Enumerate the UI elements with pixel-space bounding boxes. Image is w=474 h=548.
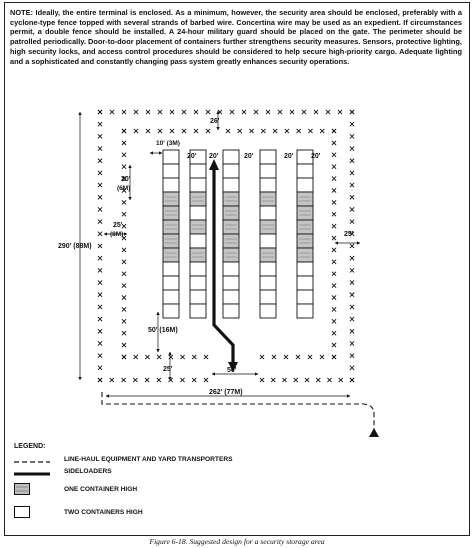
note-lead: NOTE: xyxy=(10,8,33,17)
fence-x-mark xyxy=(122,331,126,335)
container-one-high xyxy=(297,206,313,220)
fence-x-mark xyxy=(332,224,336,228)
container-one-high xyxy=(297,192,313,206)
container-two-high xyxy=(223,164,239,178)
line-haul-arrow xyxy=(369,428,379,437)
fence-x-mark xyxy=(157,378,161,382)
legend-label-two-high: TWO CONTAINERS HIGH xyxy=(64,509,143,516)
fence-x-mark xyxy=(305,378,309,382)
container-two-high xyxy=(190,290,206,304)
fence-x-mark xyxy=(350,110,354,114)
fence-x-mark xyxy=(350,122,354,126)
fence-x-mark xyxy=(122,248,126,252)
fence-x-mark xyxy=(134,110,138,114)
fence-x-mark xyxy=(271,378,275,382)
fence-x-mark xyxy=(350,366,354,370)
container-two-high xyxy=(190,304,206,318)
fence-x-mark xyxy=(350,341,354,345)
fence-x-mark xyxy=(98,244,102,248)
container-two-high xyxy=(297,304,313,318)
fence-x-mark xyxy=(296,355,300,359)
fence-x-mark xyxy=(332,272,336,276)
fence-x-mark xyxy=(98,159,102,163)
fence-x-mark xyxy=(146,110,150,114)
fence-x-mark xyxy=(180,355,184,359)
container-one-high xyxy=(297,234,313,248)
container-one-high xyxy=(163,248,179,262)
container-two-high xyxy=(223,262,239,276)
fence-x-mark xyxy=(332,141,336,145)
dim-gate-50: 50' xyxy=(227,367,237,374)
fence-x-mark xyxy=(254,110,258,114)
fence-x-mark xyxy=(145,355,149,359)
fence-x-mark xyxy=(350,329,354,333)
fence-x-mark xyxy=(332,295,336,299)
dim-gap-20-3: 20' xyxy=(244,153,254,160)
container-one-high xyxy=(223,248,239,262)
fence-x-mark xyxy=(338,110,342,114)
fence-x-mark xyxy=(169,378,173,382)
fence-x-mark xyxy=(314,110,318,114)
fence-x-mark xyxy=(332,260,336,264)
legend-item-one-high xyxy=(14,483,434,495)
dim-aisle-50: 50' (16M) xyxy=(148,327,178,334)
fence-x-mark xyxy=(320,355,324,359)
container-two-high xyxy=(260,276,276,290)
container-two-high xyxy=(260,150,276,164)
fence-x-mark xyxy=(122,129,126,133)
dim-gap-20-5: 20' xyxy=(311,153,321,160)
container-two-high xyxy=(260,262,276,276)
fence-x-mark xyxy=(133,378,137,382)
fence-x-mark xyxy=(339,378,343,382)
container-two-high xyxy=(260,304,276,318)
fence-x-mark xyxy=(332,355,336,359)
container-two-high xyxy=(260,206,276,220)
container-two-high xyxy=(163,164,179,178)
fence-x-mark xyxy=(122,260,126,264)
container-two-high xyxy=(190,276,206,290)
dim-width-total: 262' (77M) xyxy=(209,389,243,396)
fence-x-mark xyxy=(297,129,301,133)
fence-x-mark xyxy=(98,134,102,138)
fence-x-mark xyxy=(350,354,354,358)
container-two-high xyxy=(297,276,313,290)
container-two-high xyxy=(190,206,206,220)
fence-x-mark xyxy=(350,146,354,150)
fence-x-mark xyxy=(350,293,354,297)
container-one-high xyxy=(190,220,206,234)
fence-x-mark xyxy=(332,153,336,157)
container-two-high xyxy=(223,304,239,318)
fence-x-mark xyxy=(122,319,126,323)
fence-x-mark xyxy=(266,110,270,114)
fence-x-mark xyxy=(98,232,102,236)
fence-x-mark xyxy=(350,378,354,382)
fence-x-mark xyxy=(308,129,312,133)
fence-x-mark xyxy=(146,129,150,133)
dim-left-20-a: 20' xyxy=(121,176,131,183)
fence-x-mark xyxy=(238,129,242,133)
fence-x-mark xyxy=(122,343,126,347)
container-two-high xyxy=(190,234,206,248)
fence-x-mark xyxy=(350,256,354,260)
container-one-high xyxy=(223,206,239,220)
fence-x-mark xyxy=(332,307,336,311)
container-two-high xyxy=(297,164,313,178)
fence-x-mark xyxy=(98,317,102,321)
container-one-high xyxy=(190,248,206,262)
fence-x-mark xyxy=(145,378,149,382)
fence-x-mark xyxy=(218,110,222,114)
fence-x-mark xyxy=(98,268,102,272)
container-one-high xyxy=(163,234,179,248)
container-one-high xyxy=(260,248,276,262)
fence-x-mark xyxy=(350,220,354,224)
container-one-high xyxy=(223,192,239,206)
fence-x-mark xyxy=(260,378,264,382)
fence-x-mark xyxy=(98,293,102,297)
fence-x-mark xyxy=(332,212,336,216)
container-two-high xyxy=(190,164,206,178)
container-one-high xyxy=(223,234,239,248)
legend-label-line-haul: LINE-HAUL EQUIPMENT AND YARD TRANSPORTERS xyxy=(64,456,233,463)
fence-x-mark xyxy=(350,244,354,248)
dim-gap-20-4: 20' xyxy=(284,153,294,160)
fence-x-mark xyxy=(332,188,336,192)
fence-x-mark xyxy=(122,165,126,169)
legend-label-one-high: ONE CONTAINER HIGH xyxy=(64,486,138,493)
fence-x-mark xyxy=(350,280,354,284)
dim-bottom-25: 25' xyxy=(163,366,173,373)
fence-x-mark xyxy=(122,272,126,276)
fence-x-mark xyxy=(332,129,336,133)
container-two-high xyxy=(223,276,239,290)
dim-left-20-b: (6M) xyxy=(117,185,131,192)
fence-x-mark xyxy=(350,207,354,211)
dim-height-total: 290' (88M) xyxy=(58,243,92,250)
fence-x-mark xyxy=(350,171,354,175)
fence-x-mark xyxy=(122,284,126,288)
fence-x-mark xyxy=(206,129,210,133)
fence-x-mark xyxy=(121,378,125,382)
fence-x-mark xyxy=(206,110,210,114)
fence-x-mark xyxy=(285,129,289,133)
legend-item-two-high xyxy=(14,506,434,518)
fence-x-mark xyxy=(350,195,354,199)
dim-left-25-b: (8M) xyxy=(110,231,124,238)
container-two-high xyxy=(190,178,206,192)
container-two-high xyxy=(260,234,276,248)
dim-right-25: 25' xyxy=(344,231,354,238)
fence-x-mark xyxy=(170,129,174,133)
fence-x-mark xyxy=(350,317,354,321)
fence-x-mark xyxy=(230,110,234,114)
fence-x-mark xyxy=(98,122,102,126)
container-two-high xyxy=(163,290,179,304)
fence-x-mark xyxy=(98,110,102,114)
fence-x-mark xyxy=(158,129,162,133)
fence-x-mark xyxy=(332,248,336,252)
sideloader-arrow-top xyxy=(209,159,219,170)
fence-x-mark xyxy=(134,355,138,359)
fence-x-mark xyxy=(332,343,336,347)
line-haul-route xyxy=(102,392,374,430)
container-two-high xyxy=(223,150,239,164)
container-two-high xyxy=(260,164,276,178)
legend-item-line-haul xyxy=(14,454,434,466)
container-one-high xyxy=(163,220,179,234)
container-two-high xyxy=(297,262,313,276)
fence-x-mark xyxy=(98,183,102,187)
container-stacks xyxy=(163,150,313,318)
container-two-high xyxy=(223,290,239,304)
legend-item-sideloaders xyxy=(14,466,434,478)
fence-x-mark xyxy=(122,110,126,114)
container-two-high xyxy=(297,178,313,192)
fence-x-mark xyxy=(350,268,354,272)
fence-x-mark xyxy=(192,378,196,382)
fence-x-mark xyxy=(332,165,336,169)
fence-x-mark xyxy=(98,195,102,199)
fence-x-mark xyxy=(122,307,126,311)
fence-x-mark xyxy=(294,378,298,382)
heavy-line-symbol xyxy=(14,468,50,478)
fence-x-mark xyxy=(169,355,173,359)
container-two-high xyxy=(297,290,313,304)
fence-x-mark xyxy=(98,341,102,345)
fence-x-mark xyxy=(332,284,336,288)
fence-x-mark xyxy=(122,224,126,228)
fence-x-mark xyxy=(98,146,102,150)
fence-x-mark xyxy=(332,236,336,240)
fence-x-mark xyxy=(320,129,324,133)
shaded-box-symbol xyxy=(14,483,50,495)
dim-left-25-a: 25' xyxy=(113,222,123,229)
dim-gap-20-1: 20' xyxy=(187,153,197,160)
fence-x-mark xyxy=(122,212,126,216)
fence-x-mark xyxy=(242,110,246,114)
container-two-high xyxy=(260,290,276,304)
fence-x-mark xyxy=(332,331,336,335)
fence-x-mark xyxy=(110,378,114,382)
fence-x-mark xyxy=(158,110,162,114)
fence-x-mark xyxy=(182,110,186,114)
container-two-high xyxy=(190,262,206,276)
fence-x-mark xyxy=(284,355,288,359)
fence-x-mark xyxy=(204,355,208,359)
fence-x-mark xyxy=(170,110,174,114)
container-two-high xyxy=(163,276,179,290)
fence-x-mark xyxy=(122,200,126,204)
container-two-high xyxy=(163,178,179,192)
container-one-high xyxy=(190,192,206,206)
container-two-high xyxy=(163,150,179,164)
container-one-high xyxy=(260,220,276,234)
fence-x-mark xyxy=(182,129,186,133)
figure-caption: Figure 6-18. Suggested design for a security storage area xyxy=(149,537,325,546)
fence-x-mark xyxy=(204,378,208,382)
fence-x-mark xyxy=(192,355,196,359)
fence-x-mark xyxy=(122,355,126,359)
container-one-high xyxy=(163,192,179,206)
fence-x-mark xyxy=(122,153,126,157)
legend-title: LEGEND: xyxy=(14,443,46,450)
fence-x-mark xyxy=(249,129,253,133)
fence-x-mark xyxy=(134,129,138,133)
dashed-line-symbol xyxy=(14,456,50,466)
fence-x-mark xyxy=(98,329,102,333)
fence-x-mark xyxy=(110,110,114,114)
fence-x-mark xyxy=(327,378,331,382)
fence-x-mark xyxy=(260,355,264,359)
dim-gap-20-2: 20' xyxy=(209,153,219,160)
fence-x-mark xyxy=(98,256,102,260)
dim-spacing-a: 10' (3M) xyxy=(156,140,180,147)
fence-x-mark xyxy=(226,129,230,133)
fence-x-mark xyxy=(332,176,336,180)
fence-x-mark xyxy=(273,129,277,133)
fence-x-mark xyxy=(261,129,265,133)
fence-x-mark xyxy=(272,355,276,359)
dim-top-gap: 26' xyxy=(210,118,220,125)
fence-x-mark xyxy=(278,110,282,114)
container-one-high xyxy=(297,220,313,234)
fence-x-mark xyxy=(98,378,102,382)
fence-x-mark xyxy=(290,110,294,114)
fence-x-mark xyxy=(350,183,354,187)
fence-x-mark xyxy=(350,305,354,309)
fence-x-mark xyxy=(350,134,354,138)
container-two-high xyxy=(163,304,179,318)
fence-x-mark xyxy=(98,207,102,211)
fence-x-mark xyxy=(326,110,330,114)
container-one-high xyxy=(260,192,276,206)
container-two-high xyxy=(223,178,239,192)
fence-x-mark xyxy=(122,141,126,145)
container-two-high xyxy=(260,178,276,192)
fence-x-mark xyxy=(98,220,102,224)
container-one-high xyxy=(297,248,313,262)
fence-x-mark xyxy=(308,355,312,359)
fence-x-mark xyxy=(157,355,161,359)
fence-x-mark xyxy=(98,171,102,175)
fence-x-mark xyxy=(332,200,336,204)
fence-x-mark xyxy=(122,295,126,299)
fence-x-mark xyxy=(194,110,198,114)
fence-x-mark xyxy=(98,280,102,284)
container-two-high xyxy=(163,262,179,276)
note-text: Ideally, the entire terminal is enclosed. As a minimum, however, the security area should be enclosed, preferably with a cyclone-type fence topped with several strands of barbed wire. Concertina wire may be used as an expedient. If circumstances permit, a double fence should be installed. A 24-hour military guard should be placed on the gate. The perimeter should be patrolled periodically. Door-to-door placement of containers further strengthens security measures. Sensors, protective lighting, high security locks, and access control procedures should be considered to help secure high-priority cargo. Adequate lighting and a sophisticated and constantly changing pass system greatly enhances security operations. xyxy=(10,8,462,66)
fence-x-mark xyxy=(98,354,102,358)
fence-x-mark xyxy=(98,305,102,309)
fence-x-mark xyxy=(282,378,286,382)
container-one-high xyxy=(223,220,239,234)
fence-x-mark xyxy=(350,159,354,163)
legend-label-sideloaders: SIDELOADERS xyxy=(64,468,112,475)
fence-x-mark xyxy=(180,378,184,382)
container-one-high xyxy=(163,206,179,220)
fence-x-mark xyxy=(302,110,306,114)
fence-x-mark xyxy=(316,378,320,382)
empty-box-symbol xyxy=(14,506,50,518)
fence-x-mark xyxy=(332,319,336,323)
fence-x-mark xyxy=(194,129,198,133)
fence-x-mark xyxy=(98,366,102,370)
